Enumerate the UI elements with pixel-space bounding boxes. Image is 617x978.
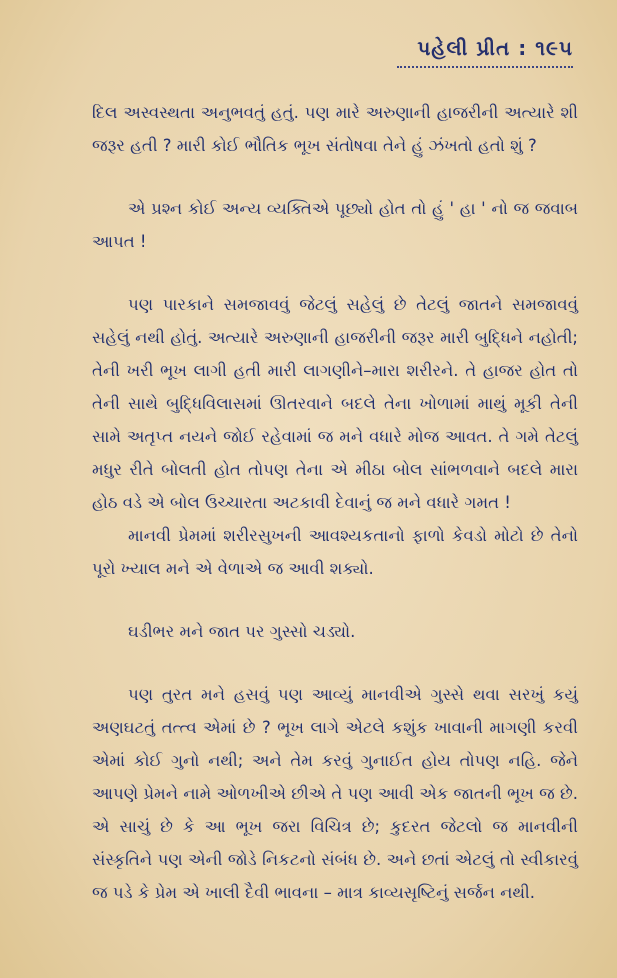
paragraph-6: પણ તુરત મને હસવું પણ આવ્યું માનવીએ ગુસ્સે થવા સરખું કયું અણઘટતું તત્ત્વ એમાં છે ? ભૂખ લાગે એટલે કશુંક ખાવાની માગણી કરવી એમાં કોઈ ગુનો નથી; અને તેમ કરવું ગુનાઈત હોય તોપણ નહિ. જેને આપણે પ્રેમને નામે ઓળખીએ છીએ તે પણ આવી એક જાતની ભૂખ જ છે. એ સાચું છે કે આ ભૂખ જરા વિચિત્ર છે; કુદરત જેટલો જ માનવીની સંસ્કૃતિને પણ એની જોડે નિકટનો સંબંધ છે. અને છતાં એટલું તો સ્વીકારવું જ પડે કે પ્રેમ એ ખાલી દૈવી ભાવના – માત્ર કાવ્યસૃષ્ટિનું સર્જન નથી.: [92, 685, 578, 902]
paragraph-4: માનવી પ્રેમમાં શરીરસુખની આવશ્યકતાનો ફાળો કેવડો મોટો છે તેનો પૂરો ખ્યાલ મને એ વેળાએ જ આવી શક્યો.: [92, 526, 578, 578]
paragraph-5: ઘડીભર મને જાત પર ગુસ્સો ચડ્યો.: [128, 622, 356, 641]
paragraph-1: દિલ અસ્વસ્થતા અનુભવતું હતું. પણ મારે અરુણાની હાજરીની અત્યારે શી જરૂર હતી ? મારી કોઈ ભૌતિક ભૂખ સંતોષવા તેને હું ઝંખતો હતો શું ?: [92, 103, 578, 155]
header-dotted-rule: [397, 62, 573, 68]
paragraph-2: એ પ્રશ્ન કોઈ અન્ય વ્યક્તિએ પૂછ્યો હોત તો હું ' હા ' નો જ જવાબ આપત !: [92, 199, 578, 251]
running-head: પહેલી પ્રીત : ૧૯૫: [417, 36, 573, 60]
paragraph-3: પણ પારકાને સમજાવવું જેટલું સહેલું છે તેટલું જાતને સમજાવવું સહેલું નથી હોતું. અત્યારે અરુણાની હાજરીની જરૂર મારી બુદ્ધિને નહોતી; તેની ખરી ભૂખ લાગી હતી મારી લાગણીને–મારા શરીરને. તે હાજર હોત તો તેની સાથે બુદ્ધિવિલાસમાં ઊતરવાને બદલે તેના ખોળામાં માથું મૂકી તેની સામે અતૃપ્ત નયને જોઈ રહેવામાં જ મને વધારે મોજ આવત. તે ગમે તેટલું મધુર રીતે બોલતી હોત તોપણ તેના એ મીઠા બોલ સાંભળવાને બદલે મારા હોઠ વડે એ બોલ ઉચ્ચારતા અટકાવી દેવાનું જ મને વધારે ગમત !: [92, 295, 578, 512]
page-header: [397, 36, 573, 68]
body-text: [92, 96, 578, 909]
